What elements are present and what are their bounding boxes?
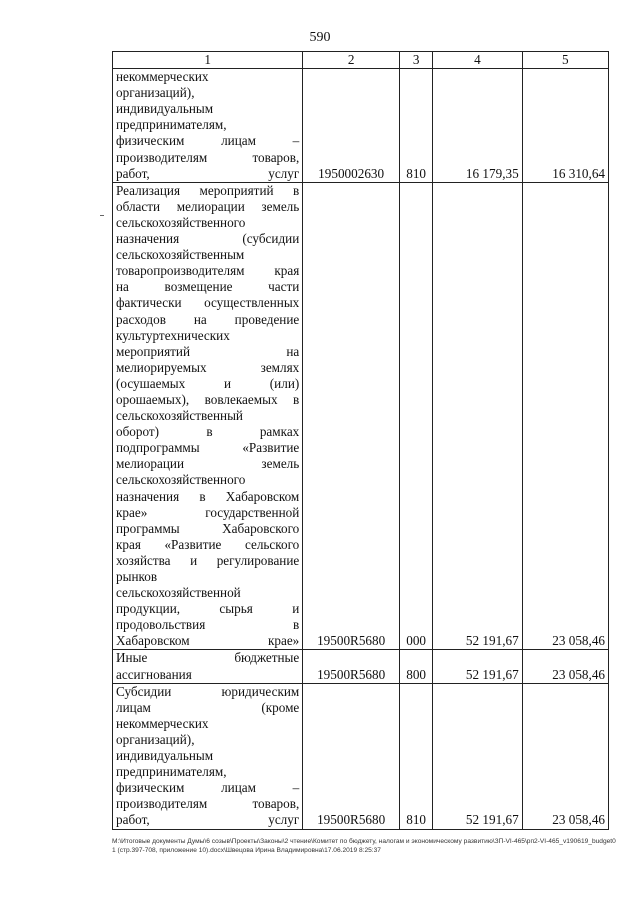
expense-name-line: сельскохозяйственной <box>116 585 241 601</box>
expense-name-line: мероприятий на <box>116 343 300 359</box>
expense-name-line: производителям товаров, <box>116 796 300 812</box>
expense-name-cell <box>113 182 303 650</box>
expense-name-cell <box>113 650 303 683</box>
amount-2020-cell: 23 058,46 <box>522 182 608 650</box>
expense-name-line: работ, услуг <box>116 812 300 828</box>
amount-2019-cell: 16 179,35 <box>433 69 522 183</box>
expense-name-line: (осушаемых и (или) <box>116 375 300 391</box>
expense-name-line: культуртехнических <box>116 327 230 343</box>
expense-name-line: некоммерческих <box>116 69 209 85</box>
expense-name-line: рынков <box>116 569 158 584</box>
expense-name-line: на возмещение части <box>116 279 300 295</box>
expense-type-cell: 810 <box>399 69 432 183</box>
expense-name-line: лицам (кроме <box>116 699 300 715</box>
margin-mark <box>100 215 104 216</box>
header-row <box>113 52 609 69</box>
expense-type-cell: 810 <box>399 683 432 829</box>
column-header: 2 <box>303 52 400 69</box>
expense-name-line: ассигнования <box>116 666 192 682</box>
expense-name-line: Хабаровском крае» <box>116 633 300 649</box>
expense-name-line: некоммерческих <box>116 715 209 731</box>
target-article-cell: 19500R5680 <box>303 650 400 683</box>
expense-name-line: организаций), <box>116 85 195 101</box>
expense-name-line: индивидуальным <box>116 101 214 117</box>
expense-name-cell <box>113 683 303 829</box>
amount-2020-cell: 23 058,46 <box>522 683 608 829</box>
expense-name-line: организаций), <box>116 731 195 747</box>
expense-name-line: сельскохозяйственный <box>116 408 243 424</box>
target-article-cell: 19500R5680 <box>303 683 400 829</box>
budget-table <box>112 51 609 830</box>
expense-name-line: программы Хабаровского <box>116 520 300 536</box>
expense-name-cell <box>113 69 303 183</box>
expense-name-line: края «Развитие сельского <box>116 536 300 552</box>
expense-name-line: подпрограммы «Развитие <box>116 440 300 456</box>
amount-2019-cell: 52 191,67 <box>433 683 522 829</box>
expense-name-line: мелиорируемых землях <box>116 359 300 375</box>
amount-2020-cell: 23 058,46 <box>522 650 608 683</box>
target-article-cell: 1950002630 <box>303 69 400 183</box>
expense-name-line: физическим лицам – <box>116 133 300 149</box>
table-row <box>113 650 609 683</box>
file-path-footer: M:\Итоговые документы Думы\6 созыв\Проекты\Законы\2 чтение\Комитет по бюджету, налогам и экономическому развитию\ЗП-VI-465\рп2-VI-465_v190619_budget01 (стр.397-708, приложение 10).docx\Швецова Ирина Владимировна\17.06.2019 8:25:37 <box>112 838 616 854</box>
expense-name-line: Иные бюджетные <box>116 650 300 666</box>
expense-name-line: предпринимателям, <box>116 117 227 133</box>
expense-name-line: предпринимателям, <box>116 764 227 780</box>
table-row <box>113 69 609 183</box>
expense-name-line: расходов на проведение <box>116 311 300 327</box>
expense-name-line: крае» государственной <box>116 504 300 520</box>
target-article-cell: 19500R5680 <box>303 182 400 650</box>
expense-name-line: назначения (субсидии <box>116 231 300 247</box>
expense-name-line: назначения в Хабаровском <box>116 488 300 504</box>
expense-name-line: оборот) в рамках <box>116 424 300 440</box>
expense-name-line: Реализация мероприятий в <box>116 182 300 198</box>
expense-name-line: области мелиорации земель <box>116 198 300 214</box>
page-number: 590 <box>309 30 331 45</box>
expense-name-line: физическим лицам – <box>116 780 300 796</box>
table-row <box>113 683 609 829</box>
expense-name-line: сельскохозяйственного <box>116 214 246 230</box>
expense-name-line: продовольствия в <box>116 617 300 633</box>
amount-2019-cell: 52 191,67 <box>433 182 522 650</box>
amount-2019-cell: 52 191,67 <box>433 650 522 683</box>
expense-name-line: продукции, сырья и <box>116 601 300 617</box>
column-header: 4 <box>433 52 522 69</box>
expense-type-cell: 800 <box>399 650 432 683</box>
expense-name-line: фактически осуществленных <box>116 295 300 311</box>
expense-name-line: мелиорации земель <box>116 456 300 472</box>
table-row <box>113 182 609 650</box>
expense-name-line: товаропроизводителям края <box>116 263 300 279</box>
expense-name-line: Субсидии юридическим <box>116 683 300 699</box>
expense-name-line: орошаемых), вовлекаемых в <box>116 391 300 407</box>
amount-2020-cell: 16 310,64 <box>522 69 608 183</box>
expense-name-line: сельскохозяйственным <box>116 247 245 263</box>
column-header: 5 <box>522 52 608 69</box>
expense-name-line: работ, услуг <box>116 165 300 181</box>
expense-name-line: индивидуальным <box>116 748 214 764</box>
expense-type-cell: 000 <box>399 182 432 650</box>
expense-name-line: хозяйства и регулирование <box>116 552 300 568</box>
expense-name-line: производителям товаров, <box>116 149 300 165</box>
column-header: 3 <box>399 52 432 69</box>
expense-name-line: сельскохозяйственного <box>116 472 246 488</box>
column-header: 1 <box>113 52 303 69</box>
